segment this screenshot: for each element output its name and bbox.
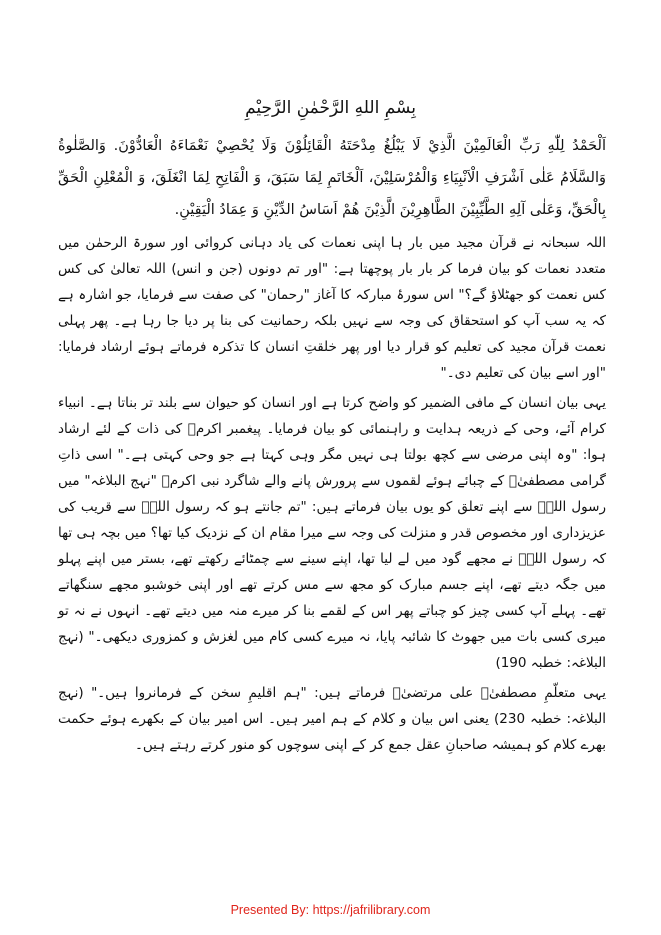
arabic-doxology: اَلْحَمْدُ لِلّٰهِ رَبِّ الْعَالَمِيْنَ الَّذِيْ لَا يَبْلُغُ مِدْحَتَهُ الْقَائِلُوْنَ وَلَا يُحْصِيْ نَعْمَاءَهُ الْعَادُّوْنَ. وَالصَّلٰوةُ وَالسَّلَامُ عَلٰى اَشْرَفِ الْاَنْبِيَاءِ وَالْمُرْسَلِيْنَ، اَلْخَاتَمِ لِمَا سَبَقَ، وَ الْفَاتِحِ لِمَا انْغَلَقَ، وَ الْمُعْلِنِ الْحَقِّ بِالْحَقِّ، وَعَلٰى آلِهِ الطَّيِّبِيْنَ الطَّاهِرِيْنَ الَّذِيْنَ هُمْ اَسَاسُ الدِّيْنِ وَ عِمَادُ الْيَقِيْنِ. [58,138,606,218]
paragraph-2: یہی بیان انسان کے مافی الضمیر کو واضح کرتا ہے اور انسان کو حیوان سے بلند تر بناتا ہے۔ انبیاء کرام آئے، وحی کے ذریعہ ہدایت و راہنمائی کو بیان فرمایا۔ پیغمبر اکرمؐ کی ذات کے لئے ارشاد ہوا: "وہ اپنی مرضی سے کچھ بولتا ہی نہیں مگر وہی کہتا ہے جو وحی کہتی ہے۔" اسی ذاتِ گرامی مصطفیٰؐ کے چبائے ہوئے لقموں سے پرورش پانے والے شاگرد نبی اکرمؐ "نہج البلاغہ" میں رسول اللہؐ سے اپنے تعلق کو یوں بیان فرماتے ہیں: "تم جانتے ہو کہ رسول اللہؐ سے قریب کی عزیزداری اور مخصوص قدر و منزلت کی وجہ سے میرا مقام ان کے نزدیک کیا تھا؟ میں بچہ ہی تھا کہ رسول اللہؐ نے مجھے گود میں لے لیا تھا، اپنے سینے سے چمٹائے رکھتے تھے، بستر میں اپنے پہلو میں جگہ دیتے تھے، اپنے جسم مبارک کو مجھ سے مس کرتے تھے اور اپنی خوشبو مجھے سنگھاتے تھے۔ پہلے آپ کسی چیز کو چباتے پھر اس کے لقمے بنا کر میرے منہ میں دیتے تھے۔ انہوں نے نہ تو میری کسی بات میں جھوٹ کا شائبہ پایا، نہ میرے کسی کام میں لغزش و کمزوری دیکھی۔" (نہج البلاغہ: خطبہ 190) [58,395,606,671]
footer-credit-link[interactable]: Presented By: https://jafrilibrary.com [230,903,431,917]
bismillah-heading: بِسْمِ اللهِ الرَّحْمٰنِ الرَّحِيْمِ [245,98,416,118]
paragraph-1: اللہ سبحانہ نے قرآن مجید میں بار ہا اپنی نعمات کی یاد دہانی کروائی اور سورۃ الرحمٰن میں متعدد نعمات کو بیان فرما کر بار بار پوچھتا ہے: "اور تم دونوں (جن و انس) اللہ تعالیٰ کی کس کس نعمت کو جھٹلاؤ گے؟" اس سورۂ مبارکہ کا آغاز "رحمان" کی صفت سے فرمایا، جو اشارہ ہے کہ یہ سب آپ کو استحقاق کی وجہ سے نہیں بلکہ رحمانیت کی بنا پر دیا جا رہا ہے۔ پھر پہلی نعمت قرآن مجید کی تعلیم کو قرار دیا اور پھر خلقتِ انسان کا تذکرہ فرماتے ہوئے ارشاد فرمایا: "اور اسے بیان کی تعلیم دی۔" [58,235,606,381]
body-text [58,230,606,762]
paragraph-3: یہی متعلّمِ مصطفیٰؐ علی مرتضیٰؑ فرماتے ہیں: "ہم اقلیمِ سخن کے فرمانروا ہیں۔" (نہج البلاغہ: خطبہ 230) یعنی اس بیان و کلام کے ہم امیر ہیں۔ اس امیر بیان کے بکھرے ہوئے حکمت بھرے کلام کو ہمیشہ صاحبانِ عقل جمع کر کے اپنی سوچوں کو منور کرتے رہتے ہیں۔ [58,685,606,753]
